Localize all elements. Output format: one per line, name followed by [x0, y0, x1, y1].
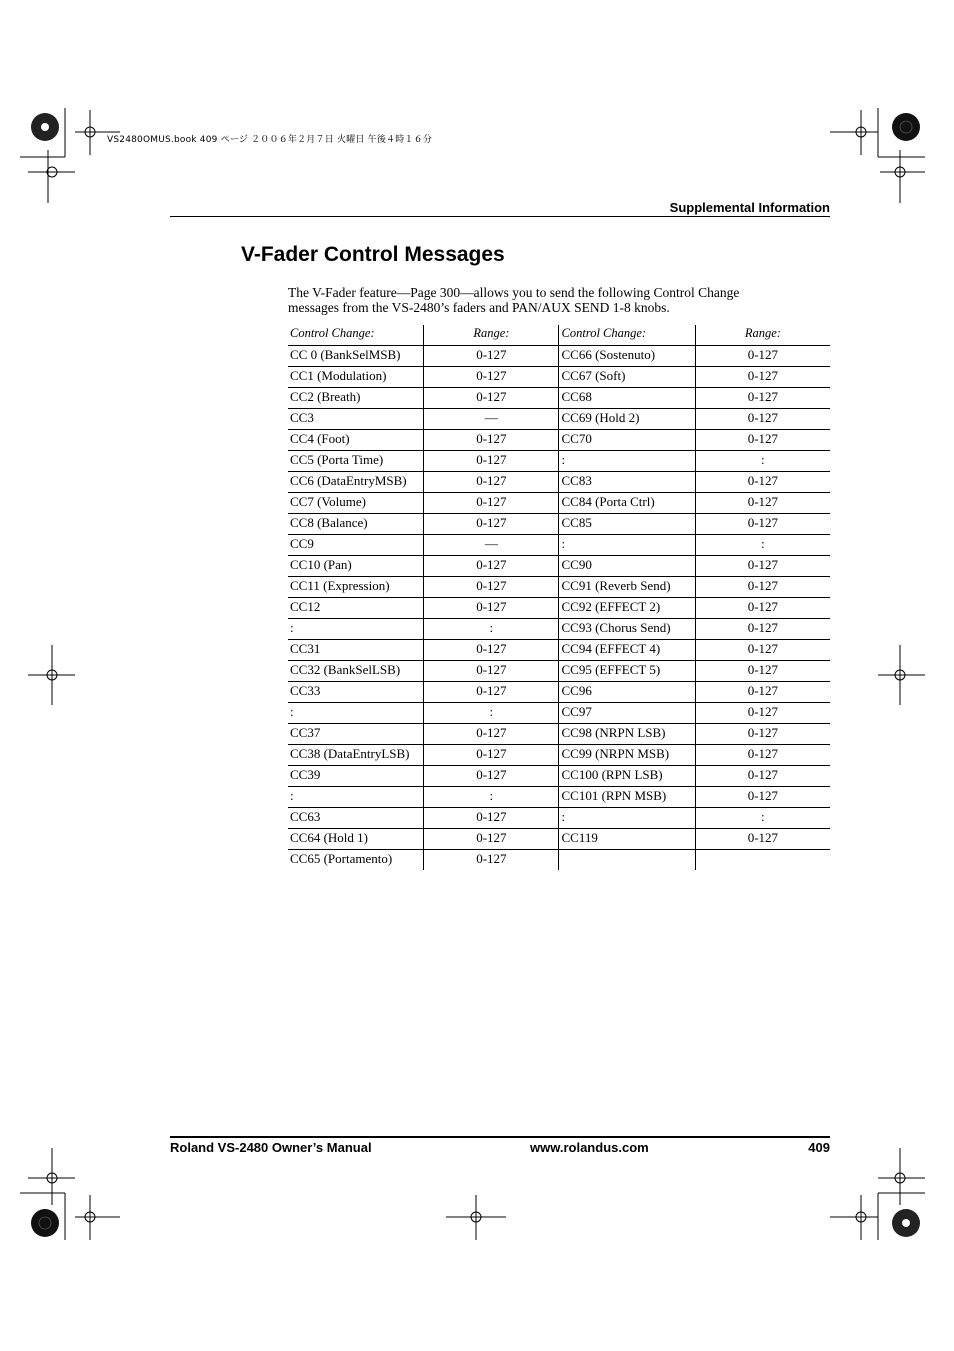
- cc-name-cell: CC32 (BankSelLSB): [288, 661, 424, 682]
- cc-range-cell: 0-127: [695, 388, 830, 409]
- cc-name-cell: CC93 (Chorus Send): [559, 619, 695, 640]
- table-row: [288, 514, 830, 535]
- table-row: [288, 556, 830, 577]
- cc-range-cell: 0-127: [424, 661, 559, 682]
- cc-name-cell: CC39: [288, 766, 424, 787]
- footer-manual-title: Roland VS-2480 Owner’s Manual: [170, 1140, 372, 1155]
- cc-range-cell: 0-127: [424, 346, 559, 367]
- cc-range-cell: 0-127: [424, 556, 559, 577]
- cc-name-cell: CC69 (Hold 2): [559, 409, 695, 430]
- cc-range-cell: 0-127: [424, 514, 559, 535]
- table-row: [288, 535, 830, 556]
- cc-range-cell: :: [424, 703, 559, 724]
- cc-name-cell: CC8 (Balance): [288, 514, 424, 535]
- table-header-row: [288, 325, 830, 346]
- cc-name-cell: CC31: [288, 640, 424, 661]
- cc-name-cell: :: [559, 451, 695, 472]
- cc-range-cell: 0-127: [424, 850, 559, 871]
- cc-name-cell: CC92 (EFFECT 2): [559, 598, 695, 619]
- cc-range-cell: 0-127: [695, 556, 830, 577]
- cc-range-cell: 0-127: [695, 682, 830, 703]
- table-row: [288, 745, 830, 766]
- intro-paragraph: [288, 285, 828, 315]
- table-row: [288, 850, 830, 871]
- table-row: [288, 577, 830, 598]
- table-row: [288, 472, 830, 493]
- cc-name-cell: CC64 (Hold 1): [288, 829, 424, 850]
- cc-name-cell: CC83: [559, 472, 695, 493]
- cc-name-cell: CC85: [559, 514, 695, 535]
- page-title: V-Fader Control Messages: [241, 243, 505, 266]
- print-job-info: VS2480OMUS.book 409 ページ ２００６年２月７日 火曜日 午後４時１６分: [107, 135, 433, 145]
- cc-range-cell: 0-127: [424, 745, 559, 766]
- cc-name-cell: CC6 (DataEntryMSB): [288, 472, 424, 493]
- cc-name-cell: CC5 (Porta Time): [288, 451, 424, 472]
- cc-range-cell: :: [424, 787, 559, 808]
- cc-range-cell: 0-127: [424, 808, 559, 829]
- cc-name-cell: CC94 (EFFECT 4): [559, 640, 695, 661]
- table-row: [288, 367, 830, 388]
- cc-range-cell: :: [695, 451, 830, 472]
- cc-name-cell: CC95 (EFFECT 5): [559, 661, 695, 682]
- cc-name-cell: CC3: [288, 409, 424, 430]
- cc-name-cell: CC 0 (BankSelMSB): [288, 346, 424, 367]
- cc-range-cell: 0-127: [695, 577, 830, 598]
- table-row: [288, 787, 830, 808]
- cc-name-cell: CC68: [559, 388, 695, 409]
- table-row: [288, 619, 830, 640]
- cc-range-cell: [695, 850, 830, 871]
- cc-range-cell: :: [695, 808, 830, 829]
- cc-range-cell: 0-127: [695, 472, 830, 493]
- header-range: Range:: [424, 325, 559, 346]
- cc-range-cell: 0-127: [695, 724, 830, 745]
- table-row: [288, 430, 830, 451]
- cc-name-cell: CC4 (Foot): [288, 430, 424, 451]
- cc-name-cell: :: [288, 619, 424, 640]
- cc-range-cell: :: [695, 535, 830, 556]
- header-control-change: Control Change:: [288, 325, 424, 346]
- cc-range-cell: 0-127: [695, 640, 830, 661]
- cc-name-cell: CC10 (Pan): [288, 556, 424, 577]
- cc-range-cell: 0-127: [695, 661, 830, 682]
- cc-range-cell: 0-127: [695, 745, 830, 766]
- table-row: [288, 703, 830, 724]
- cc-name-cell: CC98 (NRPN LSB): [559, 724, 695, 745]
- header-control-change: Control Change:: [559, 325, 695, 346]
- header-rule: [170, 216, 830, 217]
- cc-name-cell: CC90: [559, 556, 695, 577]
- table-row: [288, 682, 830, 703]
- table-row: [288, 640, 830, 661]
- table-row: [288, 388, 830, 409]
- table-row: [288, 829, 830, 850]
- cc-name-cell: CC70: [559, 430, 695, 451]
- cc-range-cell: 0-127: [424, 451, 559, 472]
- cc-name-cell: [559, 850, 695, 871]
- cc-name-cell: :: [288, 787, 424, 808]
- cc-range-cell: 0-127: [695, 409, 830, 430]
- cc-range-cell: 0-127: [695, 703, 830, 724]
- cc-name-cell: CC63: [288, 808, 424, 829]
- cc-name-cell: :: [559, 535, 695, 556]
- cc-range-cell: 0-127: [695, 766, 830, 787]
- cc-range-cell: 0-127: [695, 367, 830, 388]
- table-row: [288, 766, 830, 787]
- cc-name-cell: :: [288, 703, 424, 724]
- cc-range-cell: 0-127: [424, 829, 559, 850]
- cc-range-cell: 0-127: [695, 829, 830, 850]
- cc-range-cell: 0-127: [424, 682, 559, 703]
- cc-name-cell: CC7 (Volume): [288, 493, 424, 514]
- cc-range-cell: :: [424, 619, 559, 640]
- table-row: [288, 493, 830, 514]
- cc-range-cell: 0-127: [695, 346, 830, 367]
- cc-range-cell: 0-127: [424, 430, 559, 451]
- cc-name-cell: CC2 (Breath): [288, 388, 424, 409]
- cc-name-cell: :: [559, 808, 695, 829]
- cc-name-cell: CC1 (Modulation): [288, 367, 424, 388]
- cc-range-cell: 0-127: [695, 514, 830, 535]
- cc-name-cell: CC96: [559, 682, 695, 703]
- cc-range-cell: 0-127: [424, 724, 559, 745]
- cc-name-cell: CC91 (Reverb Send): [559, 577, 695, 598]
- cc-name-cell: CC101 (RPN MSB): [559, 787, 695, 808]
- cc-range-cell: 0-127: [424, 367, 559, 388]
- cc-name-cell: CC37: [288, 724, 424, 745]
- cc-range-cell: 0-127: [424, 388, 559, 409]
- cc-range-cell: 0-127: [424, 766, 559, 787]
- cc-range-cell: 0-127: [424, 472, 559, 493]
- intro-line: The V-Fader feature—Page 300—allows you to send the following Control Change: [288, 285, 740, 300]
- table-row: [288, 808, 830, 829]
- cc-range-cell: 0-127: [695, 598, 830, 619]
- table-row: [288, 451, 830, 472]
- cc-range-cell: 0-127: [424, 577, 559, 598]
- table-row: [288, 346, 830, 367]
- cc-name-cell: CC99 (NRPN MSB): [559, 745, 695, 766]
- cc-range-cell: 0-127: [695, 619, 830, 640]
- cc-range-cell: 0-127: [695, 493, 830, 514]
- cc-name-cell: CC97: [559, 703, 695, 724]
- cc-name-cell: CC33: [288, 682, 424, 703]
- cc-range-cell: —: [424, 409, 559, 430]
- table-row: [288, 724, 830, 745]
- footer-website: www.rolandus.com: [530, 1140, 649, 1155]
- cc-name-cell: CC9: [288, 535, 424, 556]
- footer-rule: [170, 1136, 830, 1138]
- cc-range-cell: 0-127: [424, 598, 559, 619]
- cc-range-cell: 0-127: [424, 640, 559, 661]
- cc-name-cell: CC119: [559, 829, 695, 850]
- page-number: 409: [808, 1140, 830, 1155]
- table-row: [288, 661, 830, 682]
- header-range: Range:: [695, 325, 830, 346]
- cc-range-cell: 0-127: [695, 787, 830, 808]
- cc-name-cell: CC12: [288, 598, 424, 619]
- control-change-table: [288, 325, 830, 870]
- cc-name-cell: CC38 (DataEntryLSB): [288, 745, 424, 766]
- cc-range-cell: —: [424, 535, 559, 556]
- table-row: [288, 409, 830, 430]
- cc-name-cell: CC100 (RPN LSB): [559, 766, 695, 787]
- cc-name-cell: CC84 (Porta Ctrl): [559, 493, 695, 514]
- cc-name-cell: CC65 (Portamento): [288, 850, 424, 871]
- section-header: Supplemental Information: [669, 200, 830, 215]
- table-row: [288, 598, 830, 619]
- cc-name-cell: CC66 (Sostenuto): [559, 346, 695, 367]
- cc-range-cell: 0-127: [424, 493, 559, 514]
- intro-line: messages from the VS-2480’s faders and PAN/AUX SEND 1-8 knobs.: [288, 300, 670, 315]
- cc-name-cell: CC11 (Expression): [288, 577, 424, 598]
- cc-range-cell: 0-127: [695, 430, 830, 451]
- cc-name-cell: CC67 (Soft): [559, 367, 695, 388]
